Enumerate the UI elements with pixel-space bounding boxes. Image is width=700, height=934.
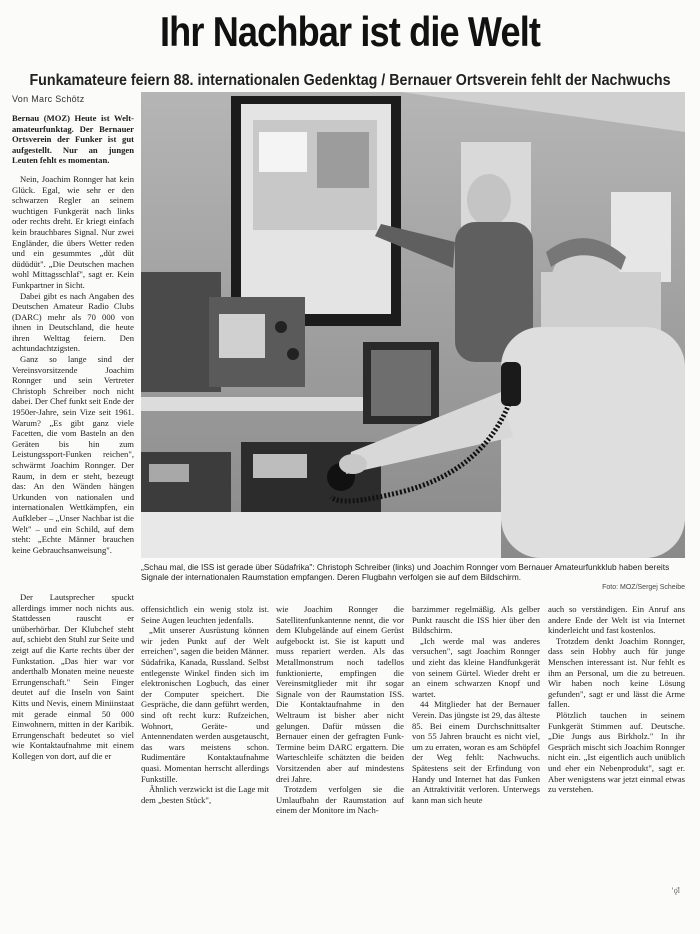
column-1-continued <box>12 592 134 877</box>
column-4 <box>412 604 540 876</box>
column-2 <box>141 604 269 876</box>
paragraph: Trotzdem verfolgen sie die Umlaufbahn der Raumstation auf einem der Monitore im Nach- <box>276 784 404 816</box>
column-5 <box>548 604 685 876</box>
paragraph: barzimmer regelmäßig. Als gelber Punkt rauscht die ISS hier über den Bildschirm. <box>412 604 540 636</box>
photo-illustration <box>141 92 685 558</box>
paragraph: „Ich werde mal was anderes versuchen", sagt Joachim Ronnger und zieht das kleine Handfunkgerät von seinem Gürtel. Wieder dreht er an einem schwarzen Knopf und wartet. <box>412 635 540 699</box>
paragraph: Ähnlich verzwickt ist die Lage mit dem „besten Stück", <box>141 784 269 805</box>
paragraph: offensichtlich ein wenig stolz ist. Seine Augen leuchten jedenfalls. <box>141 604 269 625</box>
photo-credit: Foto: MOZ/Sergej Scheibe <box>602 584 685 591</box>
paragraph: 44 Mitglieder hat der Bernauer Verein. Das jüngste ist 29, das älteste 85. Bei einem Durchschnittsalter von 55 Jahren braucht es nicht viel, um zu erraten, woran es am Schöpfel der Weg fehlt: Nachwuchs. Spätestens seit der Erfindung von Handy und Internet hat das Funken an Attraktivität verloren. Unterwegs kann man sich heute <box>412 699 540 805</box>
paragraph: „Mit unserer Ausrüstung können wir jeden Punkt auf der Welt erreichen", sagen die beiden Männer. Südafrika, Kanada, Russland. Selbst entlegenste Winkel finden sich im elektronischen Logbuch, das einer der Computer speichert. Die Gespräche, die dann geführt werden, sind oft recht kurz: Rufzeichen, Wohnort, Geräte- und Antennendaten werden ausgetauscht, das wars meistens schon. Rudimentäre Kontaktaufnahme quasi. Momentan herrscht allerdings Funkstille. <box>141 625 269 784</box>
column-3 <box>276 604 404 876</box>
paragraph: Nein, Joachim Ronnger hat kein Glück. Egal, wie sehr er den schwarzen Regler an seinem wuchtigen Funkgerät nach links oder rechts dreht. Er kriegt einfach kein brauchbares Signal. Nur zwei Engländer, die übers Wetter reden und ein gesummtes „düt düt düdüdüt". „Die Deutschen machen wohl Mittagsschlaf", sagt er. Kein Funkpartner in Sicht. <box>12 173 134 290</box>
photo-caption-block <box>141 562 685 593</box>
paragraph: Der Lautsprecher spuckt allerdings immer noch nichts aus. Stattdessen rauscht er unüberhörbar. Der Klubchef steht auf, schiebt den Stuhl zur Seite und zeigt auf die Karte rechts über der Funkstation. „Das hier war vor anderthalb Monaten meine neueste Errungenschaft." Sein Finger deutet auf die Inseln von Saint Kitts und Nevis, einem Miniinstaat mit gerade einmal 50 000 Einwohnern, mitten in der Karibik. Errungenschaft bedeutet so viel wie Kontaktaufnahme mit einem Kollegen von dort, auf die er <box>12 592 134 761</box>
headline: Ihr Nachbar ist die Welt <box>159 8 541 55</box>
paragraph: Trotzdem denkt Joachim Ronnger, dass sein Hobby auch für junge Menschen interessant ist. Nur fehlt es ihm an Personal, um die zu betreuen. Wir haben noch keine Lösung gefunden", sagt er und lässt die Arme fallen. <box>548 635 685 710</box>
paragraph: Plötzlich tauchen in seinem Funkgerät Stimmen auf. Deutsche. „Die Jungs aus Birkholz." In ihr Gespräch mischt sich Joachim Ronnger nicht ein. „Ist eigentlich auch unüblich und eher ein Nebenprodukt", sagt er. Aber wenigstens war jetzt einmal etwas zu verstehen. <box>548 709 685 795</box>
paragraph: auch so verständigen. Ein Anruf ans andere Ende der Welt ist via Internet kinderleicht und fast kostenlos. <box>548 604 685 636</box>
paragraph: Dabei gibt es nach Angaben des Deutschen Amateur Radio Clubs (DARC) mehr als 70 000 von ihnen in Deutschland, die heute ihren Welttag feiern. Den achtundachtzigsten. <box>12 290 134 354</box>
byline: Von Marc Schötz <box>12 94 85 104</box>
photo-caption: „Schau mal, die ISS ist gerade über Südafrika": Christoph Schreiber (links) und Joachim Ronnger vom Bernauer Amateurfunkklub haben bereits Signale der internationalen Raumstation empfangen. Deren Flugbahn verfolgen sie auf dem Bildschirm. <box>141 562 670 582</box>
subheadline: Funkamateure feiern 88. internationalen Gedenktag / Bernauer Ortsverein fehlt der Nachwuchs <box>29 72 671 89</box>
paragraph: Ganz so lange sind der Vereinsvorsitzende Joachim Ronnger und sein Vertreter Christoph Schreiber noch nicht dabei. Der Chef funkt seit Ende der 1950er-Jahre, sein Vize seit 1961. Warum? „Es gibt ganz viele Facetten, die vom Basteln an den Geräten bis hin zum Leistungssport-Funken reichen", schwärmt Joachim Ronnger. Der Raum, in dem er steht, bezeugt das: An den Wänden hängen Urkunden von nationalen und internationalen Wettkämpfen, ein Aufkleber – „Unser Nachbar ist die Welt" – und ein Schild, auf dem steht: „Echte Männer brauchen keine Gebrauchsanweisung". <box>12 354 134 555</box>
column-1 <box>12 113 134 563</box>
paragraph: wie Joachim Ronnger die Satellitenfunkantenne nennt, die vor dem Klubgelände auf einem Gerüst aufgebockt ist. Sie ist kaputt und muss repariert werden. Als das Metallmonstrum noch tadellos funktionierte, empfingen die Vereinsmitglieder mit ihr sogar Signale von der Raumstation ISS. Die Kontaktaufnahme in den Weltraum ist bisher aber nicht gelungen. Dafür müssen die Bernauer einen der gefragten Funk-Termine beim DARC ergattern. Die Warteschleife schätzten die beiden Vorsitzenden aber auf mindestens drei Jahre. <box>276 604 404 784</box>
article-photo <box>141 92 685 558</box>
lead-paragraph: Bernau (MOZ) Heute ist Welt-amateurfunktag. Der Bernauer Ortsverein der Funker ist gut aufgestellt. Nur an jungen Leuten fehlt es momentan. <box>12 113 134 166</box>
page-corner-mark: ʼǫ̈l <box>671 886 680 895</box>
